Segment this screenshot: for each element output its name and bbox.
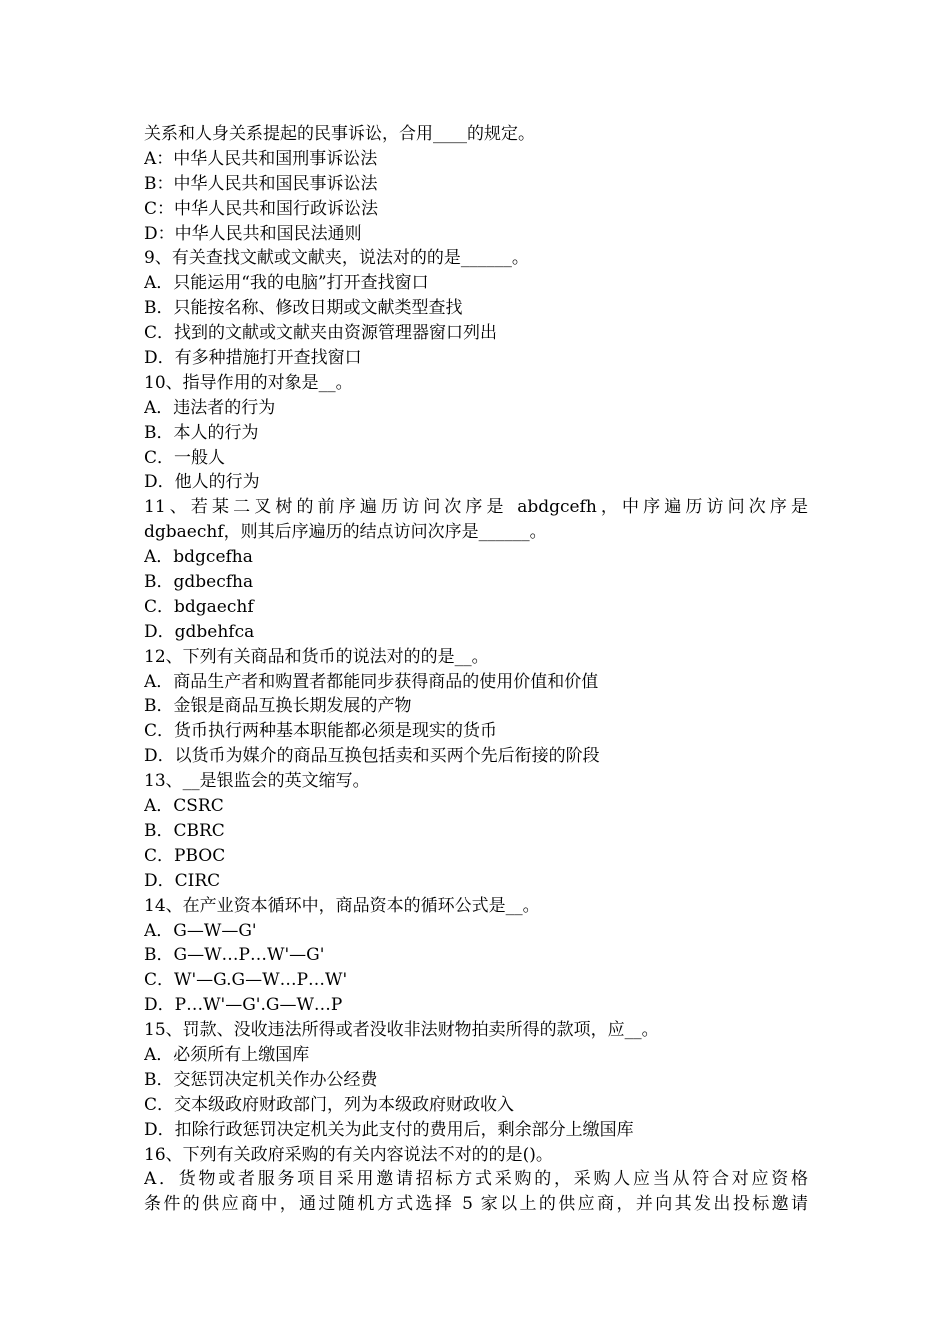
option-line: C．PBOC: [144, 845, 226, 866]
option-line: A．货物或者服务项目采用邀请招标方式采购的，采购人应当从符合对应资格: [144, 1169, 808, 1190]
option-line: A．只能运用“我的电脑”打开查找窗口: [144, 273, 429, 294]
option-line: D．扣除行政惩罚决定机关为此支付的费用后，剩余部分上缴国库: [144, 1119, 634, 1140]
option-line: B．CBRC: [144, 820, 225, 841]
option-line-continuation: 条件的供应商中，通过随机方式选择 5 家以上的供应商，并向其发出投标邀请: [144, 1194, 808, 1215]
question-line-continuation: dgbaechf，则其后序遍历的结点访问次序是______。: [144, 522, 547, 543]
option-line: C．bdgaechf: [144, 596, 254, 617]
option-line: A．违法者的行为: [144, 397, 276, 418]
question-line: 16、下列有关政府采购的有关内容说法不对的的是()。: [144, 1144, 553, 1165]
document-body: [144, 122, 808, 1217]
option-line: C．交本级政府财政部门，列为本级政府财政收入: [144, 1094, 515, 1115]
option-line: D．P…W'—G'.G—W…P: [144, 995, 343, 1016]
question-line: 10、指导作用的对象是__。: [144, 372, 353, 393]
text-line: 关系和人身关系提起的民事诉讼，合用____的规定。: [144, 124, 535, 144]
option-line: A．G—W—G': [144, 920, 257, 941]
option-line: A．必须所有上缴国库: [144, 1044, 310, 1065]
question-line: 13、__是银监会的英文缩写。: [144, 771, 370, 792]
option-line: B．gdbecfha: [144, 572, 254, 593]
option-line: D．有多种措施打开查找窗口: [144, 348, 362, 369]
option-line: C．找到的文献或文献夹由资源管理器窗口列出: [144, 323, 498, 344]
option-line: D．gdbehfca: [144, 621, 255, 642]
option-line: B．金银是商品互换长期发展的产物: [144, 696, 412, 717]
option-line: A：中华人民共和国刑事诉讼法: [144, 148, 378, 169]
option-line: D．他人的行为: [144, 472, 260, 493]
option-line: A．商品生产者和购置者都能同步获得商品的使用价值和价值: [144, 671, 599, 692]
question-line: 15、罚款、没收违法所得或者没收非法财物拍卖所得的款项，应__。: [144, 1020, 659, 1041]
option-line: A．bdgcefha: [144, 547, 253, 568]
question-line: 14、在产业资本循环中，商品资本的循环公式是__。: [144, 895, 540, 916]
question-line: 12、下列有关商品和货币的说法对的的是__。: [144, 646, 489, 667]
option-line: D．CIRC: [144, 870, 221, 891]
option-line: B：中华人民共和国民事诉讼法: [144, 173, 378, 194]
option-line: C．W'—G.G—W…P…W': [144, 970, 348, 991]
option-line: B．G—W…P…W'—G': [144, 945, 325, 966]
option-line: B．交惩罚决定机关作办公经费: [144, 1069, 378, 1090]
option-line: B．只能按名称、修改日期或文献类型查找: [144, 298, 463, 319]
option-line: A．CSRC: [144, 796, 224, 817]
option-line: B．本人的行为: [144, 422, 259, 443]
option-line: C．货币执行两种基本职能都必须是现实的货币: [144, 721, 498, 742]
option-line: D．以货币为媒介的商品互换包括卖和买两个先后衔接的阶段: [144, 746, 600, 767]
option-line: C：中华人民共和国行政诉讼法: [144, 198, 379, 219]
option-line: D：中华人民共和国民法通则: [144, 223, 362, 244]
option-line: C．一般人: [144, 447, 226, 468]
question-line: 11、若某二叉树的前序遍历访问次序是 abdgcefh，中序遍历访问次序是: [144, 497, 808, 518]
question-line: 9、有关查找文献或文献夹，说法对的的是______。: [144, 248, 529, 269]
